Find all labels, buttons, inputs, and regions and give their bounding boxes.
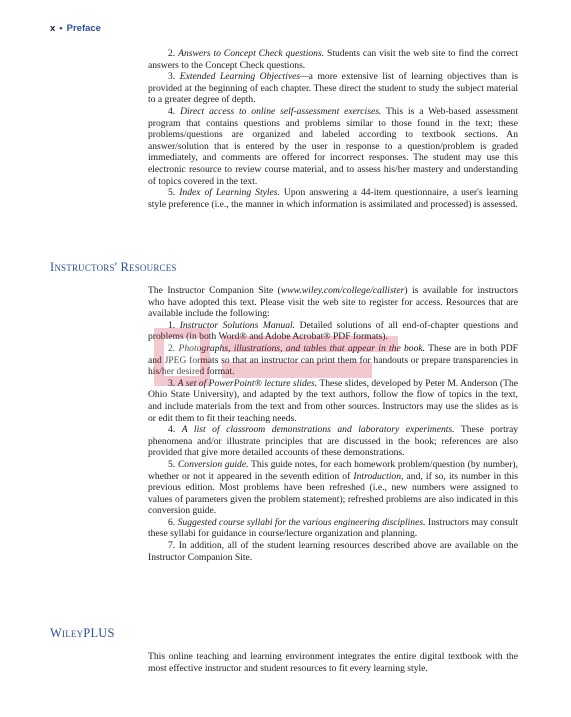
instructor-item-3: 3. A set of PowerPoint® lecture slides. These slides, developed by Peter M. Anderson (The Ohio State University), and adapted by the text authors, follow the flow of topics in the text, and include materials from the text and from other sources. Instructors may use the slides as is or edit them to fit their teaching needs. — [148, 377, 518, 424]
instructors-intro: The Instructor Companion Site (www.wiley.com/college/callister) is available for instructors who have adopted this text. Please visit the web site to register for access. Resources that are available include the following: — [148, 285, 519, 320]
instructors-resources-body — [148, 285, 518, 563]
student-resources-list — [148, 48, 518, 210]
wileyplus-text: This online teaching and learning environment integrates the entire digital textbook with the most effective instructor and student resources to fit every learning style. — [148, 651, 518, 674]
page-number: x — [50, 23, 56, 34]
instructor-item-7: 7. In addition, all of the student learning resources described above are available on the Instructor Companion Site. — [148, 540, 518, 563]
header-separator: • — [59, 23, 63, 34]
wileyplus-heading: WileyPLUS — [50, 626, 115, 640]
student-item-3: 3. Extended Learning Objectives—a more extensive list of learning objectives than is provided at the beginning of each chapter. These direct the student to study the subject material to a greater degree of depth. — [148, 71, 519, 106]
student-item-4: 4. Direct access to online self-assessment exercises. This is a Web-based assessment program that contains questions and problems similar to those found in the text; these problems/questions are organized and labeled according to textbook sections. An answer/solution that is entered by the user in response to a question/problem is graded immediately, and comments are offered for incorrect responses. The student may use this electronic resource to review course material, and to assess his/her mastery and understanding of topics covered in the text. — [148, 105, 519, 187]
running-header — [50, 23, 101, 34]
instructors-resources-heading: Instructors' Resources — [50, 260, 177, 274]
header-section: Preface — [66, 23, 101, 34]
instructor-item-2: 2. Photographs, illustrations, and tables that appear in the book. These are in both PDF and JPEG formats so that an instructor can print them for handouts or prepare transparencies in his/her desired format. — [148, 342, 518, 378]
instructor-item-1: 1. Instructor Solutions Manual. Detailed solutions of all end-of-chapter questions and problems (in both Word® and Adobe Acrobat® PDF formats). — [148, 319, 518, 343]
student-item-2: 2. Answers to Concept Check questions. Students can visit the web site to find the correct answers to the Concept Check questions. — [148, 48, 518, 71]
instructor-item-4: 4. A list of classroom demonstrations and laboratory experiments. These portray phenomena and/or illustrate principles that are discussed in the book; references are also provided that give more detailed accounts of these demonstrations. — [148, 424, 519, 459]
student-item-5: 5. Index of Learning Styles. Upon answering a 44-item questionnaire, a user's learning style preference (i.e., the manner in which information is assimilated and processed) is assessed. — [148, 187, 518, 210]
instructor-item-6: 6. Suggested course syllabi for the various engineering disciplines. Instructors may consult these syllabi for guidance in course/lecture organization and planning. — [148, 516, 518, 540]
wileyplus-body — [148, 651, 518, 674]
instructor-item-5: 5. Conversion guide. This guide notes, for each homework problem/question (by number), whether or not it appeared in the seventh edition of Introduction, and, if so, its number in this previous edition. Most problems have been refreshed (i.e., new numbers were assigned to values of parameters given the problem statement); refreshed problems are also indicated in this conversion guide. — [148, 458, 518, 517]
